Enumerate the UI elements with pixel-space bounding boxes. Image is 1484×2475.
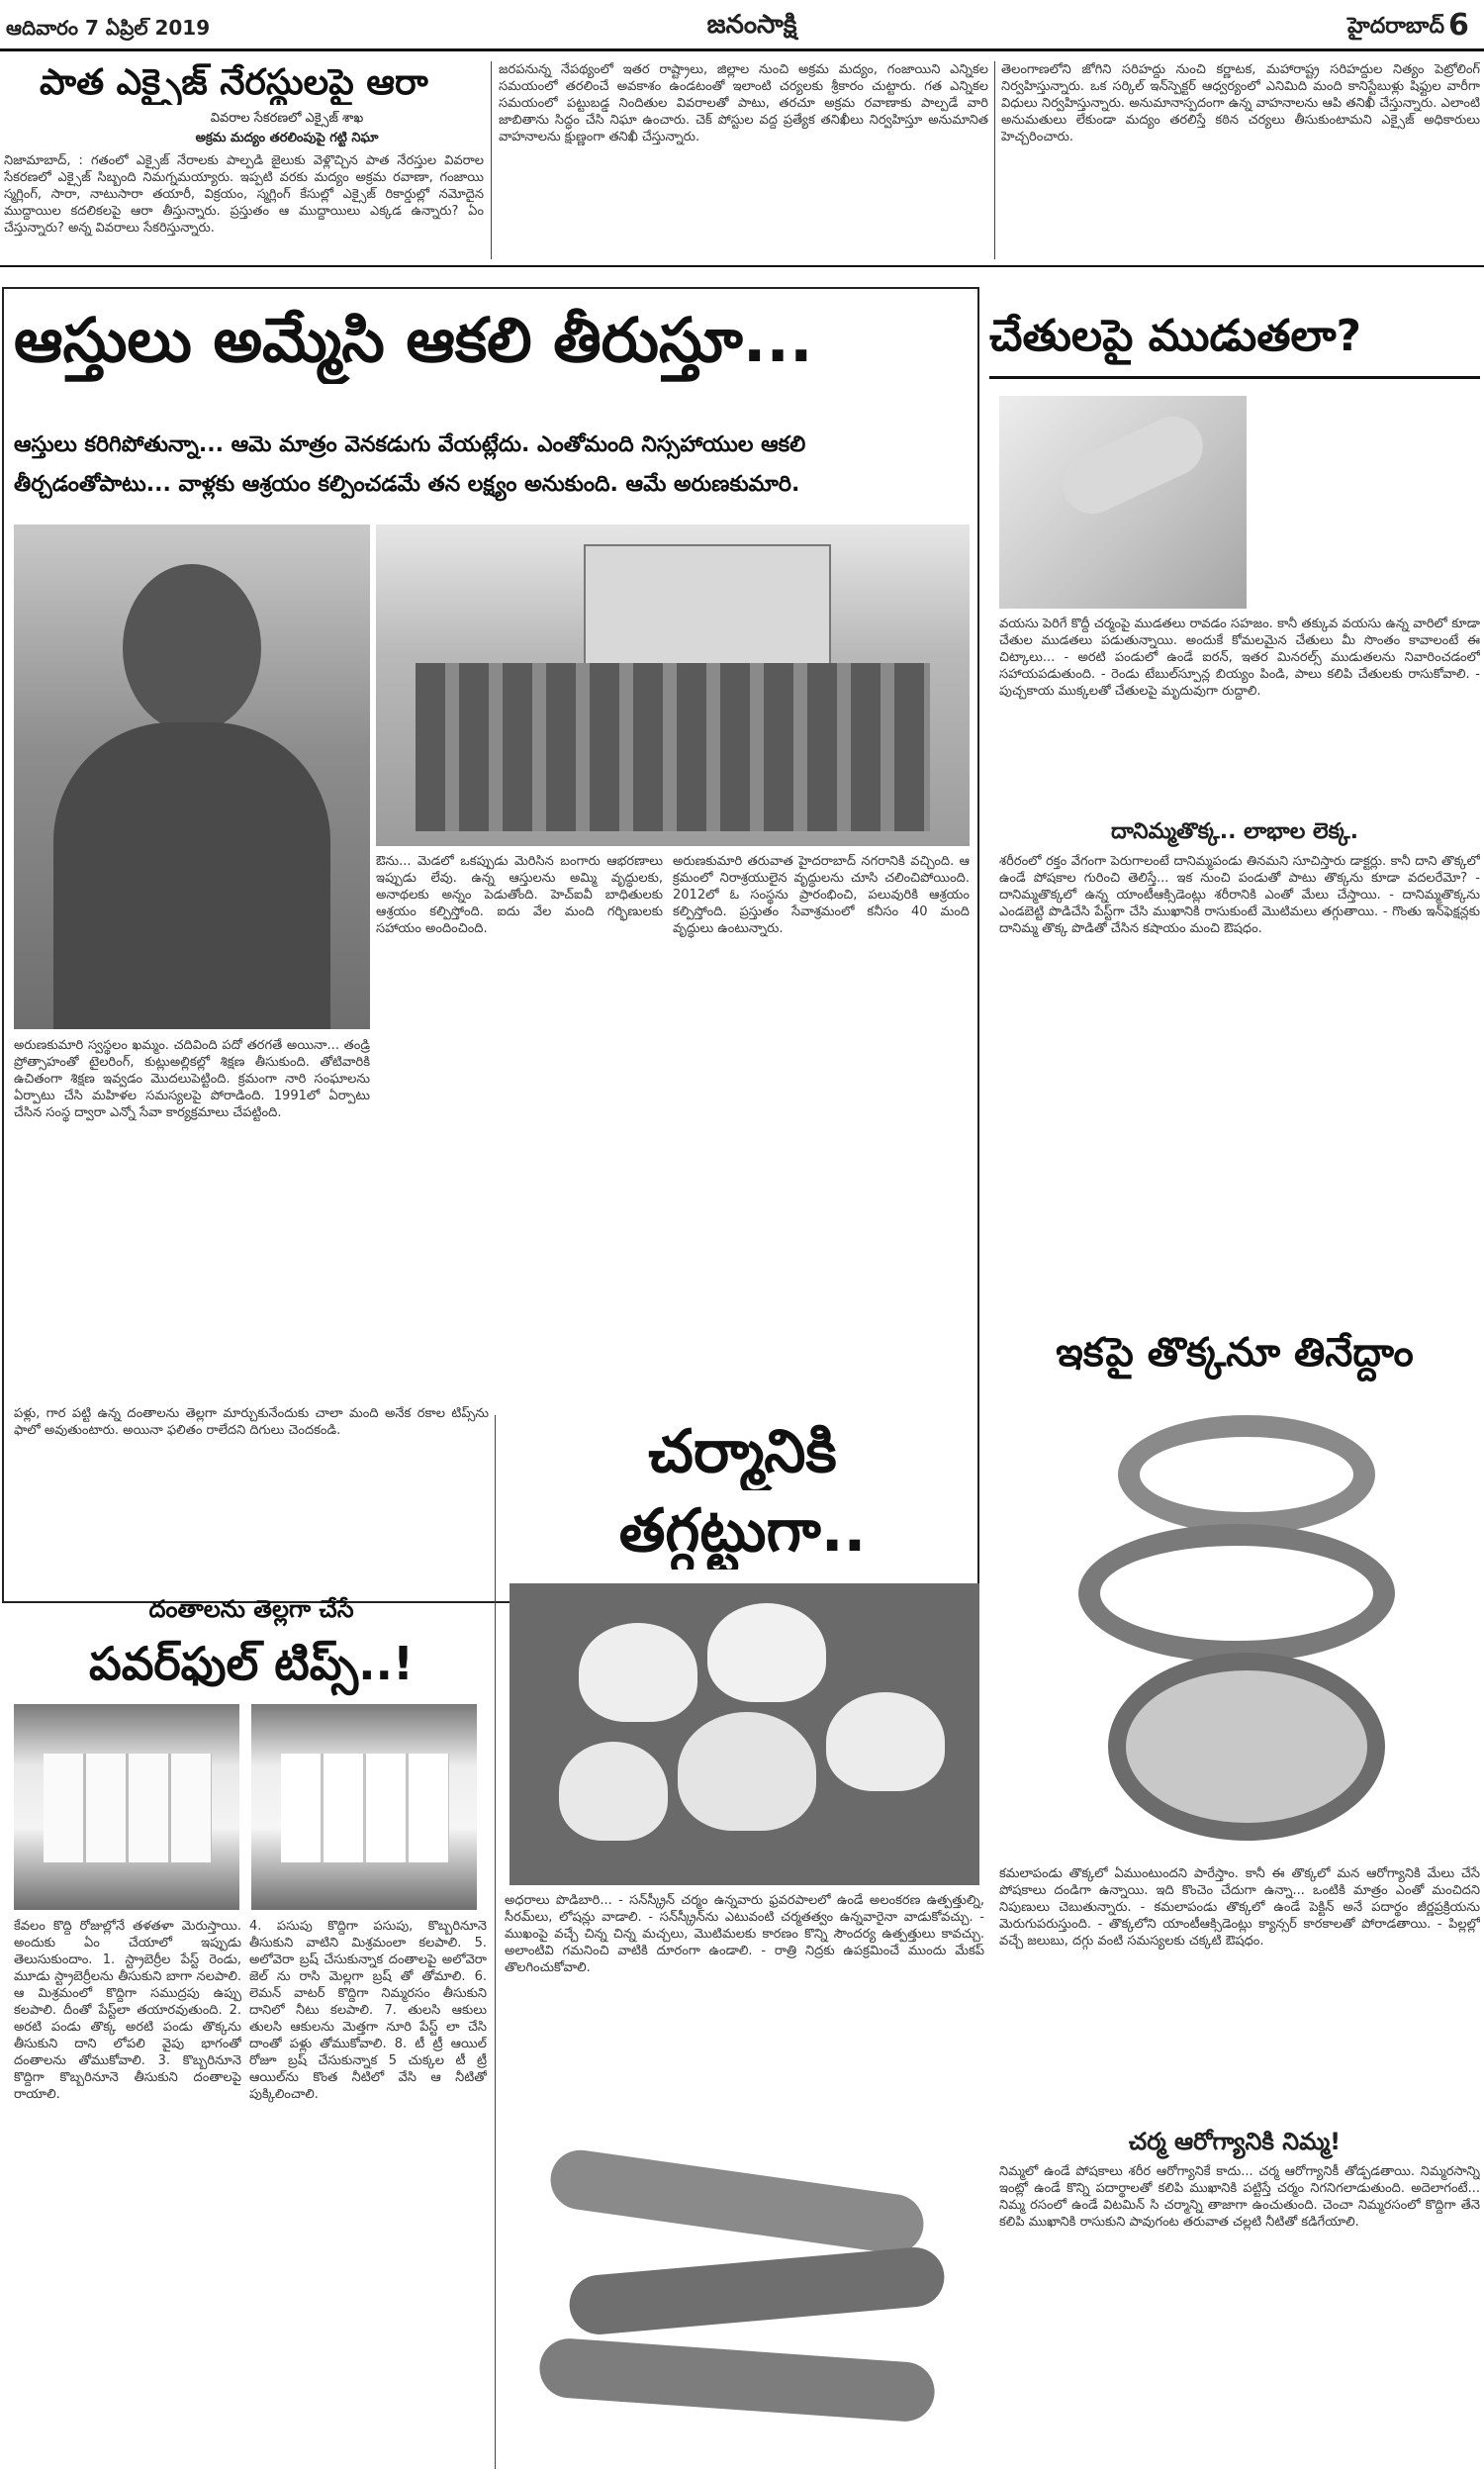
teeth-headline-big: పవర్‌ఫుల్ టిప్స్..! [88, 1637, 415, 1690]
feature-col-a: అరుణకుమారి స్వస్థలం ఖమ్మం. చదివింది పదో తరగతే అయినా... తండ్రి ప్రోత్సాహంతో టైలరింగ్, కుట్లుఅల్లికల్లో శిక్షణ తీసుకుంది. తోటివారికి ఉచితంగా శిక్షణ ఇవ్వడం మొదలుపెట్టింది. క్రమంగా నారి సంఘాలను ఏర్పాటు చేసి మహిళల సమస్యలపై పోరాడింది. 1991లో ఏర్పాటు చేసిన సంస్థ ద్వారా ఎన్నో సేవా కార్యక్రమాలు చేపట్టింది. [14, 1038, 370, 1120]
skin2-body: అధరాలు పొడిబారి... - సన్‌స్క్రీన్ చర్మం ఉన్నవారు ఫ్రవరపాలలో ఉండే అలంకరణ ఉత్పత్తుల్ని, సీరమ్‌లు, లోషన్లు వాడాలి. - సన్‌స్క్రీన్‌ను ఎటువంటి చర్మతత్వం ఉన్నవారైనా వాడుకోవచ్చు. - ముఖంపై వచ్చే చిన్న చిన్న మచ్చలు, మొటిమలకు కారణం కొన్ని సౌందర్య ఉత్పత్తులు కావచ్చు. అలాంటివి గమనించి వాటికి దూరంగా ఉండాలి. - రాత్రి నిద్రకు ఉపక్రమించే ముందు మేకప్ తొలగించుకోవాలి. [505, 1893, 984, 1975]
feature-headline: ఆస్తులు అమ్మేసి ఆకలి తీరుస్తూ... [14, 304, 813, 376]
cinnamon-photo [510, 2142, 979, 2464]
teeth-intro: పళ్లు, గార పట్టి ఉన్న దంతాలను తెల్లగా మార్చుకునేందుకు చాలా మంది అనేక రకాల టిప్స్‌ను ఫాలో అవుతుంటారు. అయినా ఫలితం రాలేదని దిగులు చెందకండి. [14, 1406, 489, 1438]
feature-col-b: ఔను... మెడలో ఒకప్పుడు మెరిసిన బంగారు ఆభరణాలు ఇప్పుడు లేవు. ఉన్న ఆస్తులను అమ్మి వృద్ధులకు, అనాథలకు అన్నం పెడుతోంది. హెచ్ఐవీ బాధితులకు ఆశ్రయం కల్పిస్తోంది. ఐదు వేల మంది గర్భిణులకు సహాయం అందించింది. [376, 854, 663, 936]
top-story-headline: పాత ఎక్సైజ్ నేరస్థులపై ఆరా [40, 62, 428, 103]
teeth-headline-small: దంతాలను తెల్లగా చేసే [148, 1595, 354, 1623]
peel-headline: ఇకపై తొక్కనూ తినేద్దాం [1056, 1330, 1414, 1376]
hand-photo [999, 396, 1247, 609]
teeth-tips-b: 4. పసుపు కొద్దిగా పసుపు, కొబ్బరినూనె తీసుకుని వాటిని మిశ్రమంలా కలపాలి. 5. అలోవెరా బ్రష్ చేసుకున్నాక దంతాలపై అలోవెరా జెల్ ను రాసి మెల్లగా బ్రష్ తో తోమాలి. 6. లెమన్ వాటర్ కొద్దిగా నిమ్మరసం తీసుకుని దానిలో నీటు కలపాలి. 7. తులసి ఆకులు తులసి ఆకులను మెత్తగా నూరి పేస్ట్ లా చేసి దాంతో పళ్లు తోముకోవాలి. 8. టీ ట్రీ ఆయిల్ రోజూ బ్రష్ చేసుకున్నాక 5 చుక్కల టీ ట్రీ ఆయిల్‌ను కొంత నీటిలో వేసి ఆ నీటితో పుక్కిలించాలి. [249, 1919, 487, 2102]
feature-deck: ఆస్తులు కరిగిపోతున్నా... ఆమె మాత్రం వెనకడుగు వేయట్లేదు. ఎంతోమంది నిస్సహాయుల ఆకలి తీర్చడంతోపాటు... వాళ్లకు ఆశ్రయం కల్పించడమే తన లక్ష్యం అనుకుంది. ఆమే అరుణకుమారి. [14, 432, 806, 497]
skin-headline: చేతులపై ముడుతలా? [989, 297, 1480, 379]
city-name: హైదరాబాద్ [1347, 14, 1444, 39]
top-story-col-3: తెలంగాణలోని జోగిని సరిహద్దు నుంచి కర్ణాటక, మహారాష్ట్ర సరిహద్దుల నిత్యం పెట్రోలింగ్ నిర్వహిస్తున్నారు. ఒక సర్కిల్ ఇన్‌స్పెక్టర్ ఆధ్వర్యంలో ఎనిమిది మంది కానిస్టేబుళ్లు షిఫ్టుల వారీగా విధులు నిర్వహిస్తున్నారు. అనుమానాస్పదంగా ఉన్న వాహనాలను ఆపి తనిఖీ చేస్తున్నారు. ఎలాంటి అనుమతులు లేకుండా మద్యం తరలిస్తే కఠిన చర్యలు తీసుకుంటామని ఎక్సైజ్ అధికారులు హెచ్చరించారు. [1001, 62, 1480, 144]
feature-col-c: అరుణకుమారి తరువాత హైదరాబాద్ నగరానికి వచ్చింది. ఆ క్రమంలో నిరాశ్రయులైన వృద్ధులను చూసి చలించిపోయింది. 2012లో ఓ సంస్థను ప్రారంభించి, పలువురికి ఆశ్రయం కల్పిస్తోంది. ప్రస్తుతం సేవాశ్రమంలో కనీసం 40 మంది వృద్ధులు ఉంటున్నారు. [673, 854, 970, 936]
masthead [0, 0, 1484, 51]
skin2-headline-1: చర్మానికి [648, 1417, 837, 1486]
issue-date: ఆదివారం 7 ఏప్రిల్ 2019 [6, 16, 211, 40]
portrait-photo [14, 524, 370, 1029]
teeth-tips-a: కేవలం కొద్ది రోజుల్లోనే తళతళా మెరుస్తాయి. అందుకు ఏం చేయాలో ఇప్పుడు తెలుసుకుందాం. 1. స్ట్రాబెర్రీల పేస్ట్ రెండు, మూడు స్ట్రాబెర్రీలను తీసుకుని బాగా నలపాలి. ఆ మిశ్రమంలో కొద్దిగా సముద్రపు ఉప్పు కలపాలి. దీంతో పేస్ట్‌లా తయారవుతుంది. 2. అరటి పండు తొక్క అరటి పండు తొక్కను తీసుకుని దాని లోపలి వైపు భాగంతో దంతాలను తోముకోవాలి. 3. కొబ్బరినూనె కొద్దిగా కొబ్బరినూనె తీసుకుని దంతాలపై రాయాలి. [14, 1919, 241, 2102]
teeth-photo-right [251, 1704, 477, 1910]
lemon-body: నిమ్మలో ఉండే పోషకాలు శరీర ఆరోగ్యానికే కాదు... చర్మ ఆరోగ్యానికీ తోడ్పడతాయి. నిమ్మరసాన్ని ఇంట్లో ఉండే కొన్ని పదార్థాలతో కలిపి ముఖానికి పట్టిస్తే చర్మం నిగనిగలాడుతుంది. అదెలాగంటే... నిమ్మ రసంలో ఉండే విటమిన్ సి చర్మాన్ని తాజాగా ఉంచుతుంది. చెంచా నిమ్మరసంలో కొద్దిగా తేనె కలిపి ముఖానికి రాసుకుని పావుగంట తరువాత చల్లటి నీటితో కడిగేయాలి. [999, 2164, 1480, 2230]
pomegranate-body: శరీరంలో రక్తం వేగంగా పెరుగాలంటే దానిమ్మపండు తినమని సూచిస్తారు డాక్టర్లు. కానీ దాని తొక్కలో ఉండే పోషకాల గురించి తెలిస్తే... ఇక నుంచి పండుతో పాటు తొక్కను కూడా వదలరేమో? - దానిమ్మతొక్కలో ఉన్న యాంటీఆక్సిడెంట్లు శరీరానికి ఎంతో మేలు చేస్తాయి. - దానిమ్మతొక్కను ఎండబెట్టి పొడిచేసి పేస్ట్‌గా చేసి ముఖానికి రాసుకుంటే మొటిమలు తగ్గుతాయి. - గొంతు ఇన్‌ఫెక్షన్లకు దానిమ్మ తొక్క పొడితో చేసిన కషాయం మంచి ఔషధం. [999, 854, 1480, 936]
top-story-byline-2: అక్రమ మద్యం తరలింపుపై గట్టి నిఘా [195, 131, 379, 145]
skin2-headline-2: తగ్గట్టుగా.. [618, 1496, 867, 1566]
skin-body: వయసు పెరిగే కొద్దీ చర్మంపై ముడతలు రావడం సహజం. కానీ తక్కువ వయసు ఉన్న వారిలో కూడా చేతుల ముడతలు పడుతున్నాయి. అందుకే కోమలమైన చేతులు మీ సొంతం కావాలంటే ఈ చిట్కాలు... - అరటి పండులో ఉండే ఐరన్, ఇతర మినరల్స్ ముడుతలను నివారించడంలో సహాయపడుతుంది. - రెండు టేబుల్‌స్పూన్ల బియ్యం పిండి, పాలు కలిపి చేతులకు రాసుకోవాలి. - పుచ్చకాయ ముక్కలతో చేతులపై మృదువుగా రుద్దాలి. [999, 617, 1480, 699]
teeth-photo-left [14, 1704, 239, 1910]
pomegranate-title: దానిమ్మతొక్క.. లాభాల లెక్క. [1110, 819, 1359, 844]
page-number: 6 [1448, 8, 1469, 43]
group-photo [376, 524, 970, 846]
top-story-byline-1: వివరాల సేకరణలో ఎక్సైజ్ శాఖ [210, 111, 364, 126]
peel-body: కమలాపండు తొక్కలో ఏముంటుందని పారేస్తాం. కానీ ఈ తొక్కలో మన ఆరోగ్యానికి మేలు చేసే పోషకాలు దండిగా ఉన్నాయి. ఇది కొంచెం చేదుగా ఉన్నా... ఒంటికి మాత్రం ఎంతో మంచిదని నిపుణులు చెబుతున్నారు. - కమలాపండు తొక్కలో ఉండే పెక్టిన్ అనే పదార్థం జీర్ణప్రక్రియను మెరుగుపరుస్తుంది. - తొక్కలోని యాంటీఆక్సిడెంట్లు క్యాన్సర్ కారకాలతో పోరాడతాయి. - పిల్లల్లో వచ్చే జలుబు, దగ్గు వంటి సమస్యలకు చక్కటి ఔషధం. [999, 1866, 1480, 1949]
top-story-col-1: నిజామాబాద్, : గతంలో ఎక్సైజ్ నేరాలకు పాల్పడి జైలుకు వెళ్లొచ్చిన పాత నేరస్తుల వివరాల సేకరణలో ఎక్సైజ్ సిబ్బంది నిమగ్నమయ్యారు. ఇప్పటి వరకు మద్యం అక్రమ రవాణా, గంజాయి స్మగ్లింగ్, సారా, నాటుసారా తయారీ, విక్రయం, స్మగ్లింగ్ కేసుల్లో ఎక్సైజ్ రికార్డుల్లో నమోదైన ముద్దాయిల కదలికలపై ఆరా తీస్తున్నారు. ప్రస్తుతం ఆ ముద్దాయిలు ఎక్కడ ఉన్నారు? ఏం చేస్తున్నారు? అన్న వివరాలు సేకరిస్తున్నారు. [4, 153, 484, 236]
top-story-col-2: జరపనున్న నేపథ్యంలో ఇతర రాష్ట్రాలు, జిల్లాల నుంచి అక్రమ మద్యం, గంజాయిని ఎన్నికల సమయంలో తరలించే అవకాశం ఉండటంతో ఇలాంటి చర్యలకు శ్రీకారం చుట్టారు. గత ఎన్నికల సమయంలో పట్టుబడ్డ నిందితుల వివరాలతో పాటు, తరచూ అక్రమ రవాణాకు పాల్పడే వారి జాబితాను సిద్ధం చేసి నిఘా ఉంచారు. చెక్ పోస్టుల వద్ద ప్రత్యేక తనిఖీలు నిర్వహిస్తూ అనుమానిత వాహనాలను క్షుణ్ణంగా తనిఖీ చేస్తున్నారు. [499, 62, 988, 144]
heart-dishes-photo [510, 1583, 979, 1885]
orange-peel-photo [999, 1395, 1474, 1856]
paper-name: జనంసాక్షి [706, 10, 797, 40]
lemon-title: చర్మ ఆరోగ్యానికి నిమ్మ! [1128, 2128, 1342, 2155]
